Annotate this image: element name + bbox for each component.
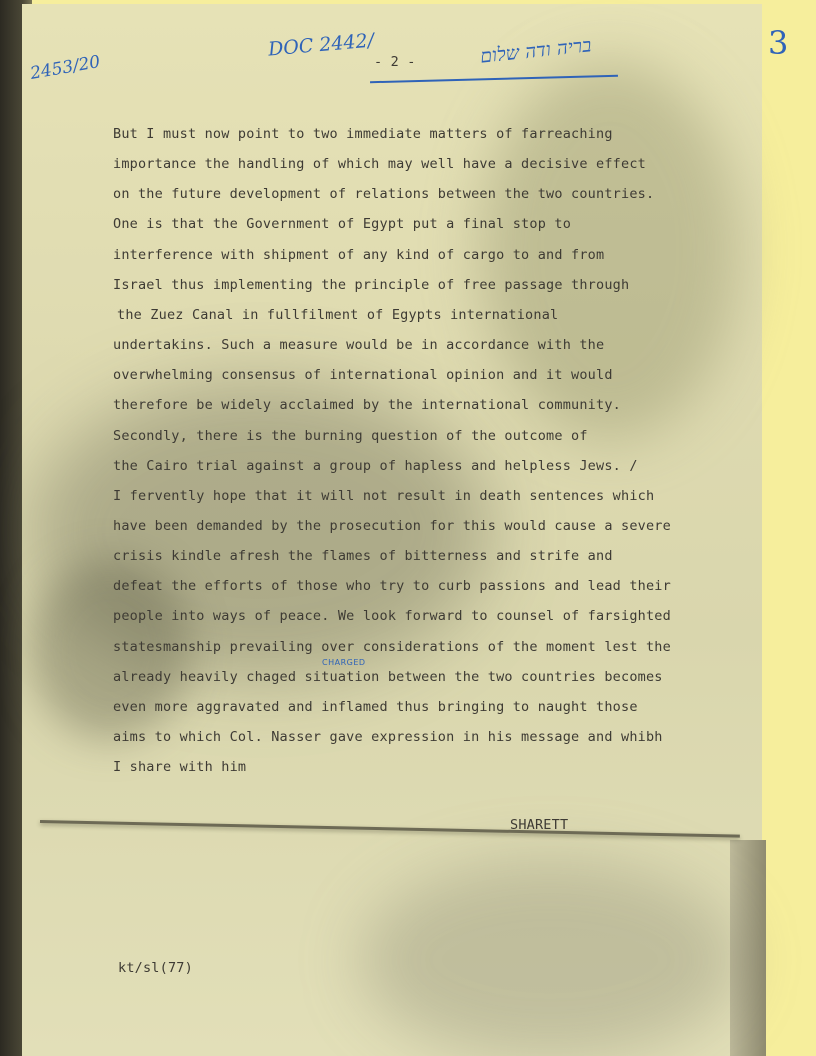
letter-line: importance the handling of which may well have a decisive effect [113, 156, 646, 173]
handwritten-file-ref: 2453/20 [28, 52, 102, 84]
letter-line: the Zuez Canal in fullfilment of Egypts international [117, 306, 559, 323]
letter-line: have been demanded by the prosecution for this would cause a severe [113, 517, 671, 534]
letter-line: But I must now point to two immediate matters of farreaching [113, 126, 613, 142]
letter-line: interference with shipment of any kind of cargo to and from [113, 246, 605, 263]
typist-initials: kt/sl(77) [118, 960, 193, 976]
letter-line: undertakins. Such a measure would be in accordance with the [113, 337, 605, 354]
handwritten-hebrew-note: בריה ודה שלום [479, 34, 593, 68]
letter-line: on the future development of relations between the two countries. [113, 186, 655, 203]
paper-fold-corner [730, 840, 766, 1056]
letter-line: aims to which Col. Nasser gave expression in his message and whibh [113, 729, 663, 745]
signature-name: SHARETT [510, 817, 569, 833]
handwritten-correction: CHARGED [322, 658, 366, 667]
letter-line: the Cairo trial against a group of hapless and helpless Jews. / [113, 457, 638, 474]
letter-line: Israel thus implementing the principle of free passage through [113, 276, 630, 293]
letter-line: overwhelming consensus of international opinion and it would [113, 367, 613, 384]
handwritten-doc-ref: DOC 2442/ [267, 29, 375, 61]
letter-line: One is that the Government of Egypt put a final stop to [113, 216, 572, 233]
letter-line: even more aggravated and inflamed thus bringing to naught those [113, 698, 638, 715]
letter-line: Secondly, there is the burning question of the outcome of [113, 427, 588, 444]
letter-line: defeat the efforts of those who try to curb passions and lead their [113, 578, 671, 595]
page-number: - 2 - [374, 54, 416, 70]
letter-line: therefore be widely acclaimed by the international community. [113, 397, 621, 414]
letter-line: already heavily chaged situation between the two countries becomes [113, 668, 663, 685]
letter-line: statesmanship prevailing over considerations of the moment lest the [113, 638, 671, 655]
margin-mark: 3 [768, 24, 789, 62]
letter-line: people into ways of peace. We look forward to counsel of farsighted [113, 608, 671, 625]
letter-line: crisis kindle afresh the flames of bitterness and strife and [113, 548, 613, 565]
letter-line: I share with him [113, 759, 247, 776]
letter-line: I fervently hope that it will not result in death sentences which [113, 487, 655, 504]
